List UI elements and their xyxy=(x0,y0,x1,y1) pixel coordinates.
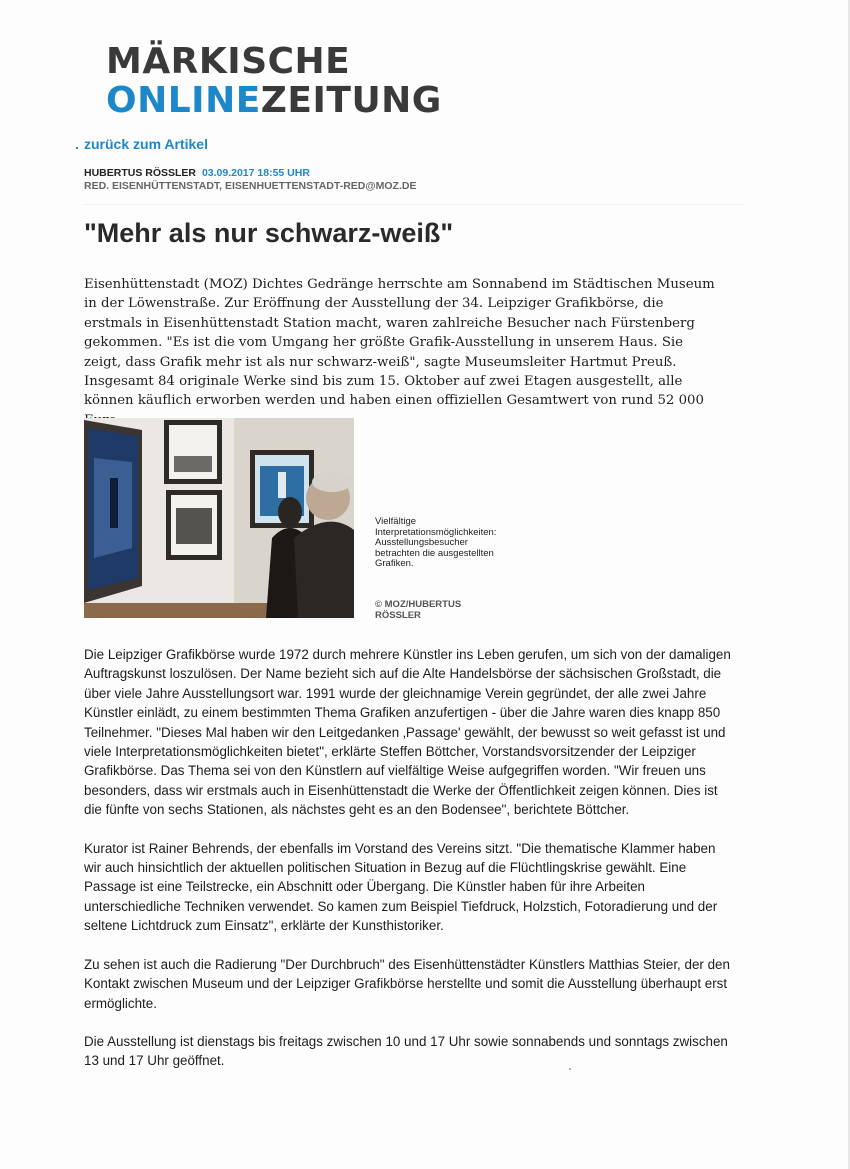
logo-line-onlinezeitung xyxy=(106,80,442,121)
author-name: HUBERTUS RÖSSLER xyxy=(84,167,197,179)
body-paragraph: Kurator ist Rainer Behrends, der ebenfalls im Vorstand des Vereins sitzt. "Die thematische Klammer haben wir auch hinsichtlich der aktuellen politischen Situation in Bezug auf die Flüchtlingskrise gewählt. Eine Passage ist eine Teilstrecke, ein Abschnitt oder Übergang. Die Künstler haben für ihre Arbeiten unterschiedliche Techniken verwendet. So kamen zum Beispiel Tiefdruck, Holzstich, Fotoradierung und der seltene Lichtdruck zum Einsatz", erklärte der Kunsthistoriker. xyxy=(84,840,718,934)
image-caption: Vielfältige Interpretationsmöglichkeiten: Ausstellungsbesucher betrachten die ausgestellten Grafiken. xyxy=(375,516,497,569)
byline-row-author xyxy=(84,167,416,180)
body-paragraph: Die Ausstellung ist dienstags bis freitags zwischen 10 und 17 Uhr sowie sonnabends und sonntags zwischen 13 und 17 Uhr geöffnet. xyxy=(84,1033,728,1069)
article-photo xyxy=(84,418,354,618)
back-to-article-link[interactable]: zurück zum Artikel xyxy=(84,136,208,152)
article-body xyxy=(84,645,734,1090)
image-credit: © MOZ/HUBERTUS RÖSSLER xyxy=(375,599,462,621)
body-paragraph: Zu sehen ist auch die Radierung "Der Durchbruch" des Eisenhüttenstädter Künstlers Matthias Steier, der den Kontakt zwischen Museum und der Leipziger Grafikbörse herstellte und somit die Ausstellung überhaupt erst ermöglichte. xyxy=(84,956,730,1011)
logo-online: ONLINE xyxy=(106,80,261,121)
article-lead: Eisenhüttenstadt (MOZ) Dichtes Gedränge herrschte am Sonnabend im Städtischen Museum in der Löwenstraße. Zur Eröffnung der Ausstellung der 34. Leipziger Grafikbörse, die erstmals in Eisenhüttenstadt Station macht, waren zahlreiche Besucher nach Fürstenberg gekommen. "Es ist die vom Umgang her größte Grafik-Ausstellung in unserem Haus. Sie zeigt, dass Grafik mehr ist als nur schwarz-weiß", sagte Museumsleiter Hartmut Preuß. Insgesamt 84 originale Werke sind bis zum 15. Oktober auf zwei Etagen ausgestellt, alle können käuflich erworben werden und haben einen offiziellen Gesamtwert von rund 52 000 xyxy=(84,277,715,409)
logo-zeitung: ZEITUNG xyxy=(260,80,442,121)
body-paragraph: Die Leipziger Grafikbörse wurde 1972 durch mehrere Künstler ins Leben gerufen, um sich von der damaligen Auftragskunst loszulösen. Der Name bezieht sich auf die Alte Handelsbörse der sächsischen Großstadt, die über viele Jahre Ausstellungsort war. 1991 wurde der gleichnamige Verein gegründet, der alle zwei Jahre Künstler einlädt, zu einem bestimmten Thema Grafiken anzufertigen - über die Jahre waren dies knapp 850 Teilnehmer. "Dieses Mal haben wir den Leitgedanken ‚Passage' gewählt, der bewusst so weit gefasst ist und viele Interpretationsmöglichkeiten bietet", erklärte Steffen Böttcher, Vorstandsvorsitzender der Leipziger Grafikbörse. Das Thema sei von den Künstlern auf vielfältige Weise aufgegriffen worden. "Wir freuen uns besonders, dass wir erstmals auch in Eisenhüttenstadt die Werke der Öffentlichkeit zeigen können. Dies ist die fünfte von sechs Stationen, als nächstes geht es an den Bodensee", berichtete Böttcher. xyxy=(84,647,731,818)
byline xyxy=(84,167,416,193)
site-logo[interactable] xyxy=(106,41,442,121)
scan-artifact xyxy=(569,1068,571,1070)
article-title: "Mehr als nur schwarz-weiß" xyxy=(84,218,454,248)
header-divider xyxy=(84,204,744,205)
editorial-department: RED. EISENHÜTTENSTADT, EISENHUETTENSTADT-RED@MOZ.DE xyxy=(84,180,417,192)
back-link-bullet xyxy=(76,147,78,149)
publish-date: 03.09.2017 18:55 UHR xyxy=(201,167,310,179)
logo-line-maerkische: MÄRKISCHE xyxy=(106,41,351,82)
